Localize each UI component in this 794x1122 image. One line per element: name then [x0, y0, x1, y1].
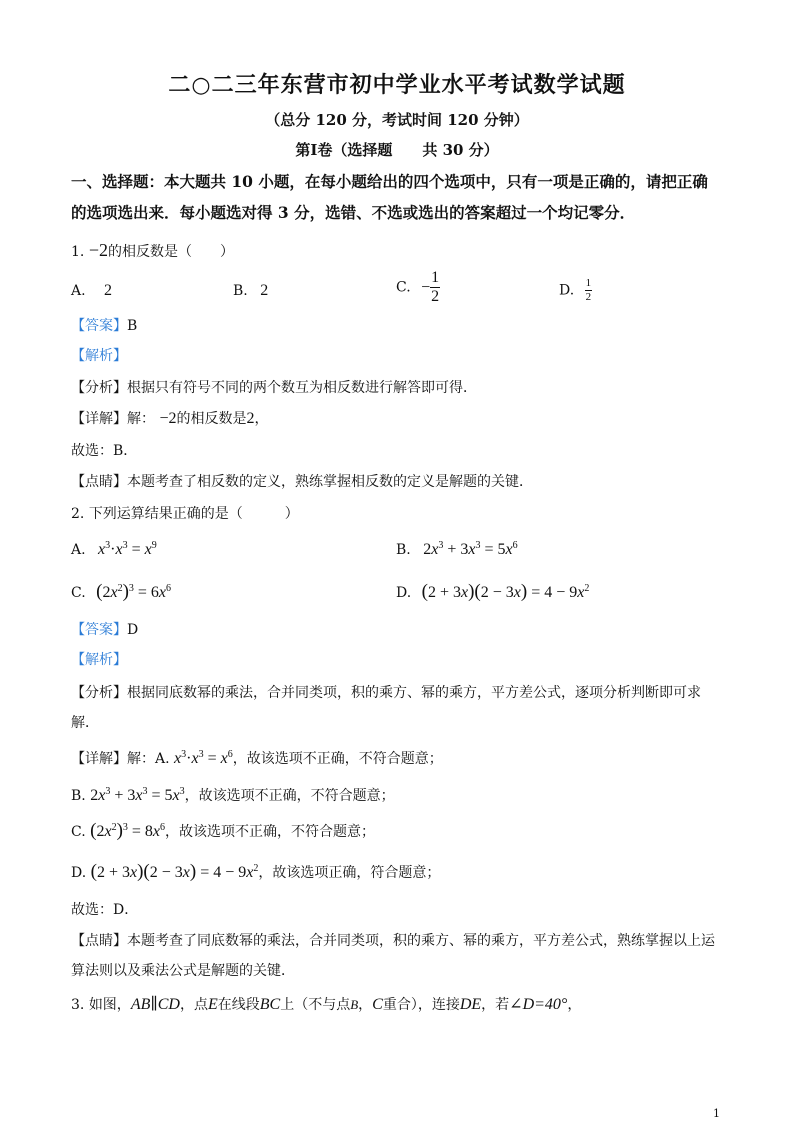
q2-option-a-expr: $x^3\cdot x^3 = x^9$ — [98, 540, 157, 558]
q1-option-c-fraction — [430, 270, 440, 305]
q2-option-b-expr: $2x^3 + 3x^3 = 5x^6$ — [423, 540, 518, 558]
q2-dianjing-line1: 本题考查了同底数幂的乘法，合并同类项，积的乘方、幂的乘方，平方差公式，熟练掌握以上运 — [127, 933, 715, 949]
q1-number: 1. — [71, 244, 85, 260]
section-intro-line1: 一、选择题：本大题共 10 小题，在每小题给出的四个选项中，只有一项是正确的，请把正确 — [71, 172, 708, 191]
q1-option-d — [559, 278, 592, 303]
q1-dianjing — [71, 472, 533, 492]
q1-detail-tag: 【详解】 — [71, 411, 127, 427]
q2-detail-d-expr: $(2 + 3x)(2 - 3x) = 4 - 9x^2$ — [90, 861, 259, 882]
q3-expr7: ∠D=40° — [509, 996, 568, 1013]
q3-text7: ，若 — [481, 997, 510, 1013]
q2-option-a-label: A. — [71, 542, 86, 558]
q3-text4: 上（不与点 — [280, 997, 351, 1013]
q1-option-b-label: B. — [233, 283, 248, 299]
q2-dianjing — [71, 931, 715, 951]
q2-detail-a-pre: 解：A. — [127, 751, 170, 767]
q2-option-c-label: C. — [71, 585, 86, 601]
q2-answer — [71, 620, 138, 640]
q2-option-c-expr: $(2x^2)^3 = 6x^6$ — [96, 581, 172, 602]
q1-expr: −2 — [88, 240, 108, 260]
q3-text2: ，点 — [179, 997, 208, 1013]
q2-fenxi-tag: 【分析】 — [71, 685, 127, 701]
q2-stem-text: 下列运算结果正确的是（ ） — [88, 506, 299, 522]
q1-conclusion: 故选：B． — [71, 443, 138, 459]
q2-option-d — [396, 581, 589, 603]
q3-expr4: B — [350, 997, 359, 1012]
q2-detail-a-post: ，故该选项不正确，不符合题意； — [232, 751, 443, 767]
q2-detail-a-expr: $x^3\cdot x^3 = x^6$ — [174, 749, 233, 767]
q2-detail-c-post: ，故该选项不正确，不符合题意； — [165, 824, 376, 840]
q2-option-b — [396, 541, 518, 559]
q2-detail-b-expr: $2x^3 + 3x^3 = 5x^3$ — [90, 786, 185, 804]
q1-option-c-label: C. — [396, 279, 411, 296]
q1-answer-value: B — [127, 318, 138, 334]
q2-fenxi-line1: 根据同底数幂的乘法，合并同类项，积的乘方、幂的乘方，平方差公式，逐项分析判断即可求 — [127, 685, 701, 701]
q3-expr3: BC — [259, 996, 281, 1013]
q3-text3: 在线段 — [217, 997, 260, 1013]
q3-text5: ， — [358, 997, 373, 1013]
q1-fenxi-text: 根据只有符号不同的两个数互为相反数进行解答即可得． — [127, 380, 477, 396]
q2-option-b-label: B. — [396, 542, 411, 558]
q1-fenxi-tag: 【分析】 — [71, 380, 127, 396]
q1-detail — [71, 409, 268, 429]
q2-detail-b-post: ，故该选项不正确，不符合题意； — [184, 788, 395, 804]
page-number: 1 — [713, 1107, 720, 1120]
q1-dianjing-text: 本题考查了相反数的定义，熟练掌握相反数的定义是解题的关键． — [127, 474, 533, 490]
part-header: 第Ⅰ卷（选择题 共 30 分） — [295, 141, 499, 159]
q3-text1: 如图， — [88, 997, 131, 1013]
q1-option-d-num: 1 — [585, 277, 592, 289]
q1-detail-pre: 解： — [127, 411, 155, 427]
q1-option-a-value: 2 — [104, 282, 113, 299]
q1-fenxi — [71, 378, 477, 398]
q2-dianjing-tag: 【点睛】 — [71, 933, 127, 949]
q2-detail-a — [71, 749, 443, 769]
q1-option-a-label: A. — [71, 283, 86, 299]
q1-option-d-label: D. — [559, 282, 575, 299]
q1-answer — [71, 316, 137, 336]
q2-fenxi — [71, 683, 701, 703]
q1-detail-post: ， — [254, 411, 269, 427]
q2-option-a — [71, 541, 157, 559]
q2-dianjing-line2: 算法则以及乘法公式是解题的关键． — [71, 963, 295, 979]
section-intro-line2: 的选项选出来．每小题选对得 3 分，选错、不选或选出的答案超过一个均记零分． — [71, 203, 636, 222]
q2-detail-b-pre: B. — [71, 788, 86, 804]
q1-detail-mid: 的相反数是 — [176, 411, 247, 427]
q2-detail-c — [71, 821, 375, 842]
q2-detail-d-post: ，故该选项正确，符合题意； — [258, 865, 441, 881]
q2-fenxi-line2: 解． — [71, 715, 99, 731]
exam-title: 二○二三年东营市初中学业水平考试数学试题 — [168, 72, 626, 98]
q2-option-c — [71, 581, 171, 603]
q2-analysis-tag: 【解析】 — [71, 652, 127, 668]
exam-subtitle: （总分 120 分，考试时间 120 分钟） — [265, 111, 529, 129]
q1-detail-expr1: −2 — [159, 410, 177, 427]
q1-stem-text: 的相反数是（ ） — [107, 244, 234, 260]
q1-option-c — [396, 270, 440, 305]
q2-conclusion: 故选：D． — [71, 902, 139, 918]
q1-option-b-value: 2 — [260, 282, 269, 299]
q1-detail-expr2: 2 — [246, 410, 255, 427]
q3-stem — [71, 995, 581, 1015]
q3-expr5: C — [372, 996, 383, 1013]
q3-expr6: DE — [459, 996, 482, 1013]
q2-detail-c-pre: C. — [71, 824, 86, 840]
q3-number: 3. — [71, 997, 85, 1013]
q2-stem — [71, 504, 299, 524]
q1-option-c-num: 1 — [431, 269, 440, 286]
q1-analysis-tag: 【解析】 — [71, 348, 127, 364]
q2-option-d-label: D. — [396, 585, 412, 601]
q1-option-a — [71, 282, 112, 300]
q1-option-d-den: 2 — [585, 291, 592, 303]
q1-dianjing-tag: 【点睛】 — [71, 474, 127, 490]
q2-detail-c-expr: $(2x^2)^3 = 8x^6$ — [90, 820, 166, 841]
q1-option-d-fraction — [585, 278, 593, 303]
q3-text8: ， — [567, 997, 582, 1013]
q2-option-d-expr: $(2 + 3x)(2 - 3x) = 4 - 9x^2$ — [421, 581, 590, 602]
q2-detail-d — [71, 862, 440, 883]
q1-option-b — [233, 282, 268, 300]
q2-detail-d-pre: D. — [71, 865, 87, 881]
q2-detail-b — [71, 786, 395, 806]
q1-stem — [71, 240, 234, 262]
q2-number: 2. — [71, 506, 85, 522]
q2-answer-tag: 【答案】 — [71, 622, 127, 638]
q2-answer-value: D — [127, 622, 139, 638]
q1-option-c-den: 2 — [431, 288, 440, 305]
q2-detail-tag: 【详解】 — [71, 751, 127, 767]
q1-option-c-sign: − — [421, 278, 431, 296]
q3-text6: 重合），连接 — [382, 997, 460, 1013]
q1-answer-tag: 【答案】 — [71, 318, 127, 334]
q3-expr1: AB∥CD — [130, 996, 180, 1013]
q3-expr2: E — [207, 996, 218, 1013]
